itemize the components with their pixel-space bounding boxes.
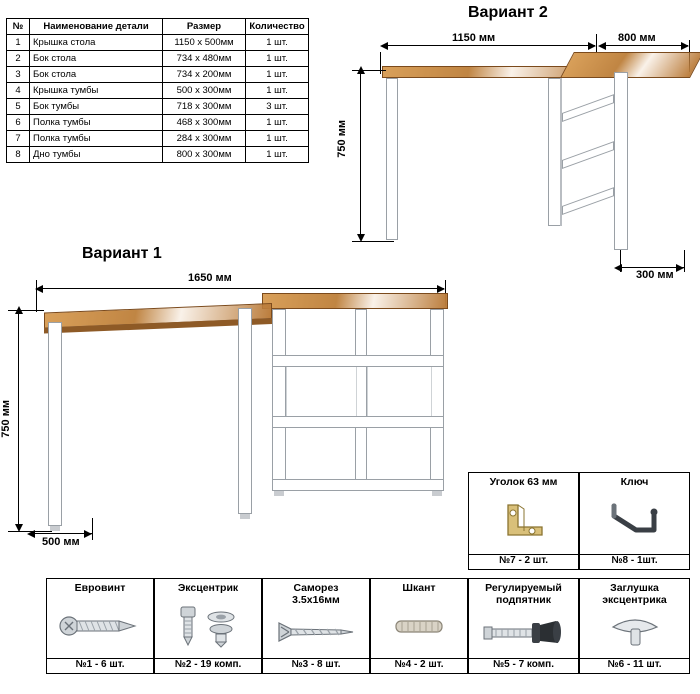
dowel-icon <box>371 594 467 658</box>
hardware-card-self-tapping-screw <box>262 578 370 674</box>
v2-dim-height-label: 750 мм <box>336 120 348 158</box>
cell-size: 284 x 300мм <box>163 131 246 147</box>
table-row <box>7 147 309 163</box>
hardware-card-cam-lock <box>154 578 262 674</box>
table-header-size: Размер <box>163 19 246 35</box>
v2-edge-line <box>560 78 562 226</box>
table-header-qty: Количество <box>246 19 309 35</box>
adjustable-foot-icon <box>469 606 578 658</box>
v1-dim-width-arrow-left <box>35 285 43 293</box>
cell-name: Бок тумбы <box>30 99 163 115</box>
v2-dim-width-label: 1150 мм <box>452 32 496 44</box>
cell-qty: 1 шт. <box>246 131 309 147</box>
v1-dim-width-line <box>38 288 444 289</box>
v2-dim-side-label: 300 мм <box>636 269 674 281</box>
cell-size: 500 x 300мм <box>163 83 246 99</box>
v1-cabinet-right-panel <box>430 309 444 491</box>
v1-dim-width-label: 1650 мм <box>188 272 232 284</box>
v2-tabletop-return <box>560 52 700 78</box>
cell-qty: 1 шт. <box>246 51 309 67</box>
cell-num: 7 <box>7 131 30 147</box>
v2-dim-height-arrow-down <box>357 234 365 242</box>
cam-lock-icon <box>155 594 261 658</box>
confirmat-screw-icon <box>47 594 153 658</box>
hardware-title: Регулируемый <box>485 582 562 594</box>
v2-dim-depth-arrow-left <box>598 42 606 50</box>
v1-shelf-cell-1 <box>286 367 357 416</box>
hardware-card-allen-key <box>579 472 690 570</box>
cell-num: 3 <box>7 67 30 83</box>
cell-size: 734 x 200мм <box>163 67 246 83</box>
hardware-qty: №5 - 7 комп. <box>492 659 554 670</box>
hardware-qty: №7 - 2 шт. <box>498 555 549 566</box>
v1-shelf-bottom <box>272 416 444 428</box>
cell-name: Бок стола <box>30 51 163 67</box>
cell-size: 800 x 300мм <box>163 147 246 163</box>
v1-dim-depth-arrow-right <box>84 530 92 538</box>
cell-num: 2 <box>7 51 30 67</box>
hardware-card-dowel <box>370 578 468 674</box>
v1-foot-cab-right <box>432 491 442 496</box>
hardware-qty: №6 - 11 шт. <box>607 659 662 670</box>
hardware-title: Заглушка <box>610 582 659 594</box>
cell-size: 718 x 300мм <box>163 99 246 115</box>
v2-dim-height-line <box>360 72 361 239</box>
variant-2-title: Вариант 2 <box>468 4 548 21</box>
v2-shelf-lower <box>562 141 614 169</box>
v2-shelf-upper <box>562 94 614 122</box>
cell-qty: 1 шт. <box>246 115 309 131</box>
v1-tabletop-right <box>262 293 448 309</box>
table-row <box>7 67 309 83</box>
hardware-qty: №2 - 19 комп. <box>174 659 242 670</box>
v1-shelf-cell-2 <box>367 367 432 416</box>
cell-qty: 3 шт. <box>246 99 309 115</box>
hardware-title: Еврoвинт <box>74 582 126 594</box>
cell-name: Крышка стола <box>30 35 163 51</box>
table-row <box>7 99 309 115</box>
v1-ext-depth-right <box>92 518 93 540</box>
table-row <box>7 83 309 99</box>
v1-mid-left-panel <box>238 308 252 514</box>
v1-shelf-top <box>272 355 444 367</box>
table-row <box>7 35 309 51</box>
cell-size: 734 x 480мм <box>163 51 246 67</box>
v1-dim-height-arrow-down <box>15 524 23 532</box>
allen-key-icon <box>580 488 689 554</box>
table-row <box>7 131 309 147</box>
variant-1-title: Вариант 1 <box>82 245 162 262</box>
table-header-row <box>7 19 309 35</box>
self-tapping-screw-icon <box>263 606 369 658</box>
table-header-num: № <box>7 19 30 35</box>
v1-dim-width-arrow-right <box>437 285 445 293</box>
v1-dim-height-label: 750 мм <box>0 400 12 438</box>
hardware-title: Эксцентрик <box>177 582 239 594</box>
hardware-title-2: подпятник <box>496 594 551 606</box>
table-header-name: Наименование детали <box>30 19 163 35</box>
hardware-title: Уголок 63 мм <box>489 476 558 488</box>
v2-dim-side-arrow-right <box>676 264 684 272</box>
cell-num: 4 <box>7 83 30 99</box>
cell-num: 5 <box>7 99 30 115</box>
cell-num: 6 <box>7 115 30 131</box>
v1-dim-height-arrow-up <box>15 306 23 314</box>
hardware-card-cam-cover-cap <box>579 578 690 674</box>
v2-dim-height-arrow-up <box>357 66 365 74</box>
hardware-title: Шкант <box>402 582 436 594</box>
v1-cabinet-left-panel <box>272 309 286 491</box>
corner-bracket-icon <box>469 488 578 554</box>
v1-ext-top <box>8 310 44 311</box>
cam-cover-cap-icon <box>580 606 689 658</box>
hardware-card-confirmat <box>46 578 154 674</box>
hardware-qty: №4 - 2 шт. <box>394 659 444 670</box>
cell-size: 468 x 300мм <box>163 115 246 131</box>
v1-dim-depth-line <box>30 533 92 534</box>
v2-shelf-bottom <box>562 187 614 215</box>
v1-dim-depth-arrow-left <box>27 530 35 538</box>
cell-name: Дно тумбы <box>30 147 163 163</box>
hardware-title-2: эксцентрика <box>602 594 667 606</box>
v2-dim-width-arrow-left <box>380 42 388 50</box>
v2-ext-side-left <box>620 250 621 272</box>
cell-num: 1 <box>7 35 30 51</box>
table-row <box>7 115 309 131</box>
hardware-title: Саморез <box>293 582 339 594</box>
cell-qty: 1 шт. <box>246 35 309 51</box>
cell-qty: 1 шт. <box>246 67 309 83</box>
hardware-qty: №3 - 8 шт. <box>291 659 341 670</box>
v1-foot-mid <box>240 514 250 519</box>
cell-name: Полка тумбы <box>30 131 163 147</box>
hardware-title: Ключ <box>620 476 649 488</box>
v2-left-leg-panel <box>386 78 398 240</box>
v1-left-leg-panel <box>48 322 62 526</box>
v2-dim-width-arrow-right <box>588 42 596 50</box>
table-row <box>7 51 309 67</box>
v2-dim-depth-label: 800 мм <box>618 32 656 44</box>
hardware-card-adjustable-foot <box>468 578 579 674</box>
v1-dim-height-line <box>18 312 19 529</box>
cell-name: Бок стола <box>30 67 163 83</box>
v2-dim-width-line <box>382 45 595 46</box>
v2-ext-side-right <box>684 250 685 272</box>
cell-num: 8 <box>7 147 30 163</box>
v1-dim-depth-label: 500 мм <box>42 536 80 548</box>
hardware-qty: №8 - 1шт. <box>611 555 658 566</box>
cell-name: Крышка тумбы <box>30 83 163 99</box>
cell-qty: 1 шт. <box>246 83 309 99</box>
hardware-qty: №1 - 6 шт. <box>75 659 125 670</box>
v2-dim-depth-line <box>600 45 688 46</box>
hardware-card-corner-bracket <box>468 472 579 570</box>
hardware-title-2: 3.5x16мм <box>292 594 340 606</box>
v2-dim-depth-arrow-right <box>681 42 689 50</box>
cell-qty: 1 шт. <box>246 147 309 163</box>
v1-foot-cab-left <box>274 491 284 496</box>
cell-name: Полка тумбы <box>30 115 163 131</box>
parts-table <box>6 18 309 163</box>
cell-size: 1150 x 500мм <box>163 35 246 51</box>
v1-cabinet-base <box>272 479 444 491</box>
v2-right-panel <box>614 72 628 250</box>
